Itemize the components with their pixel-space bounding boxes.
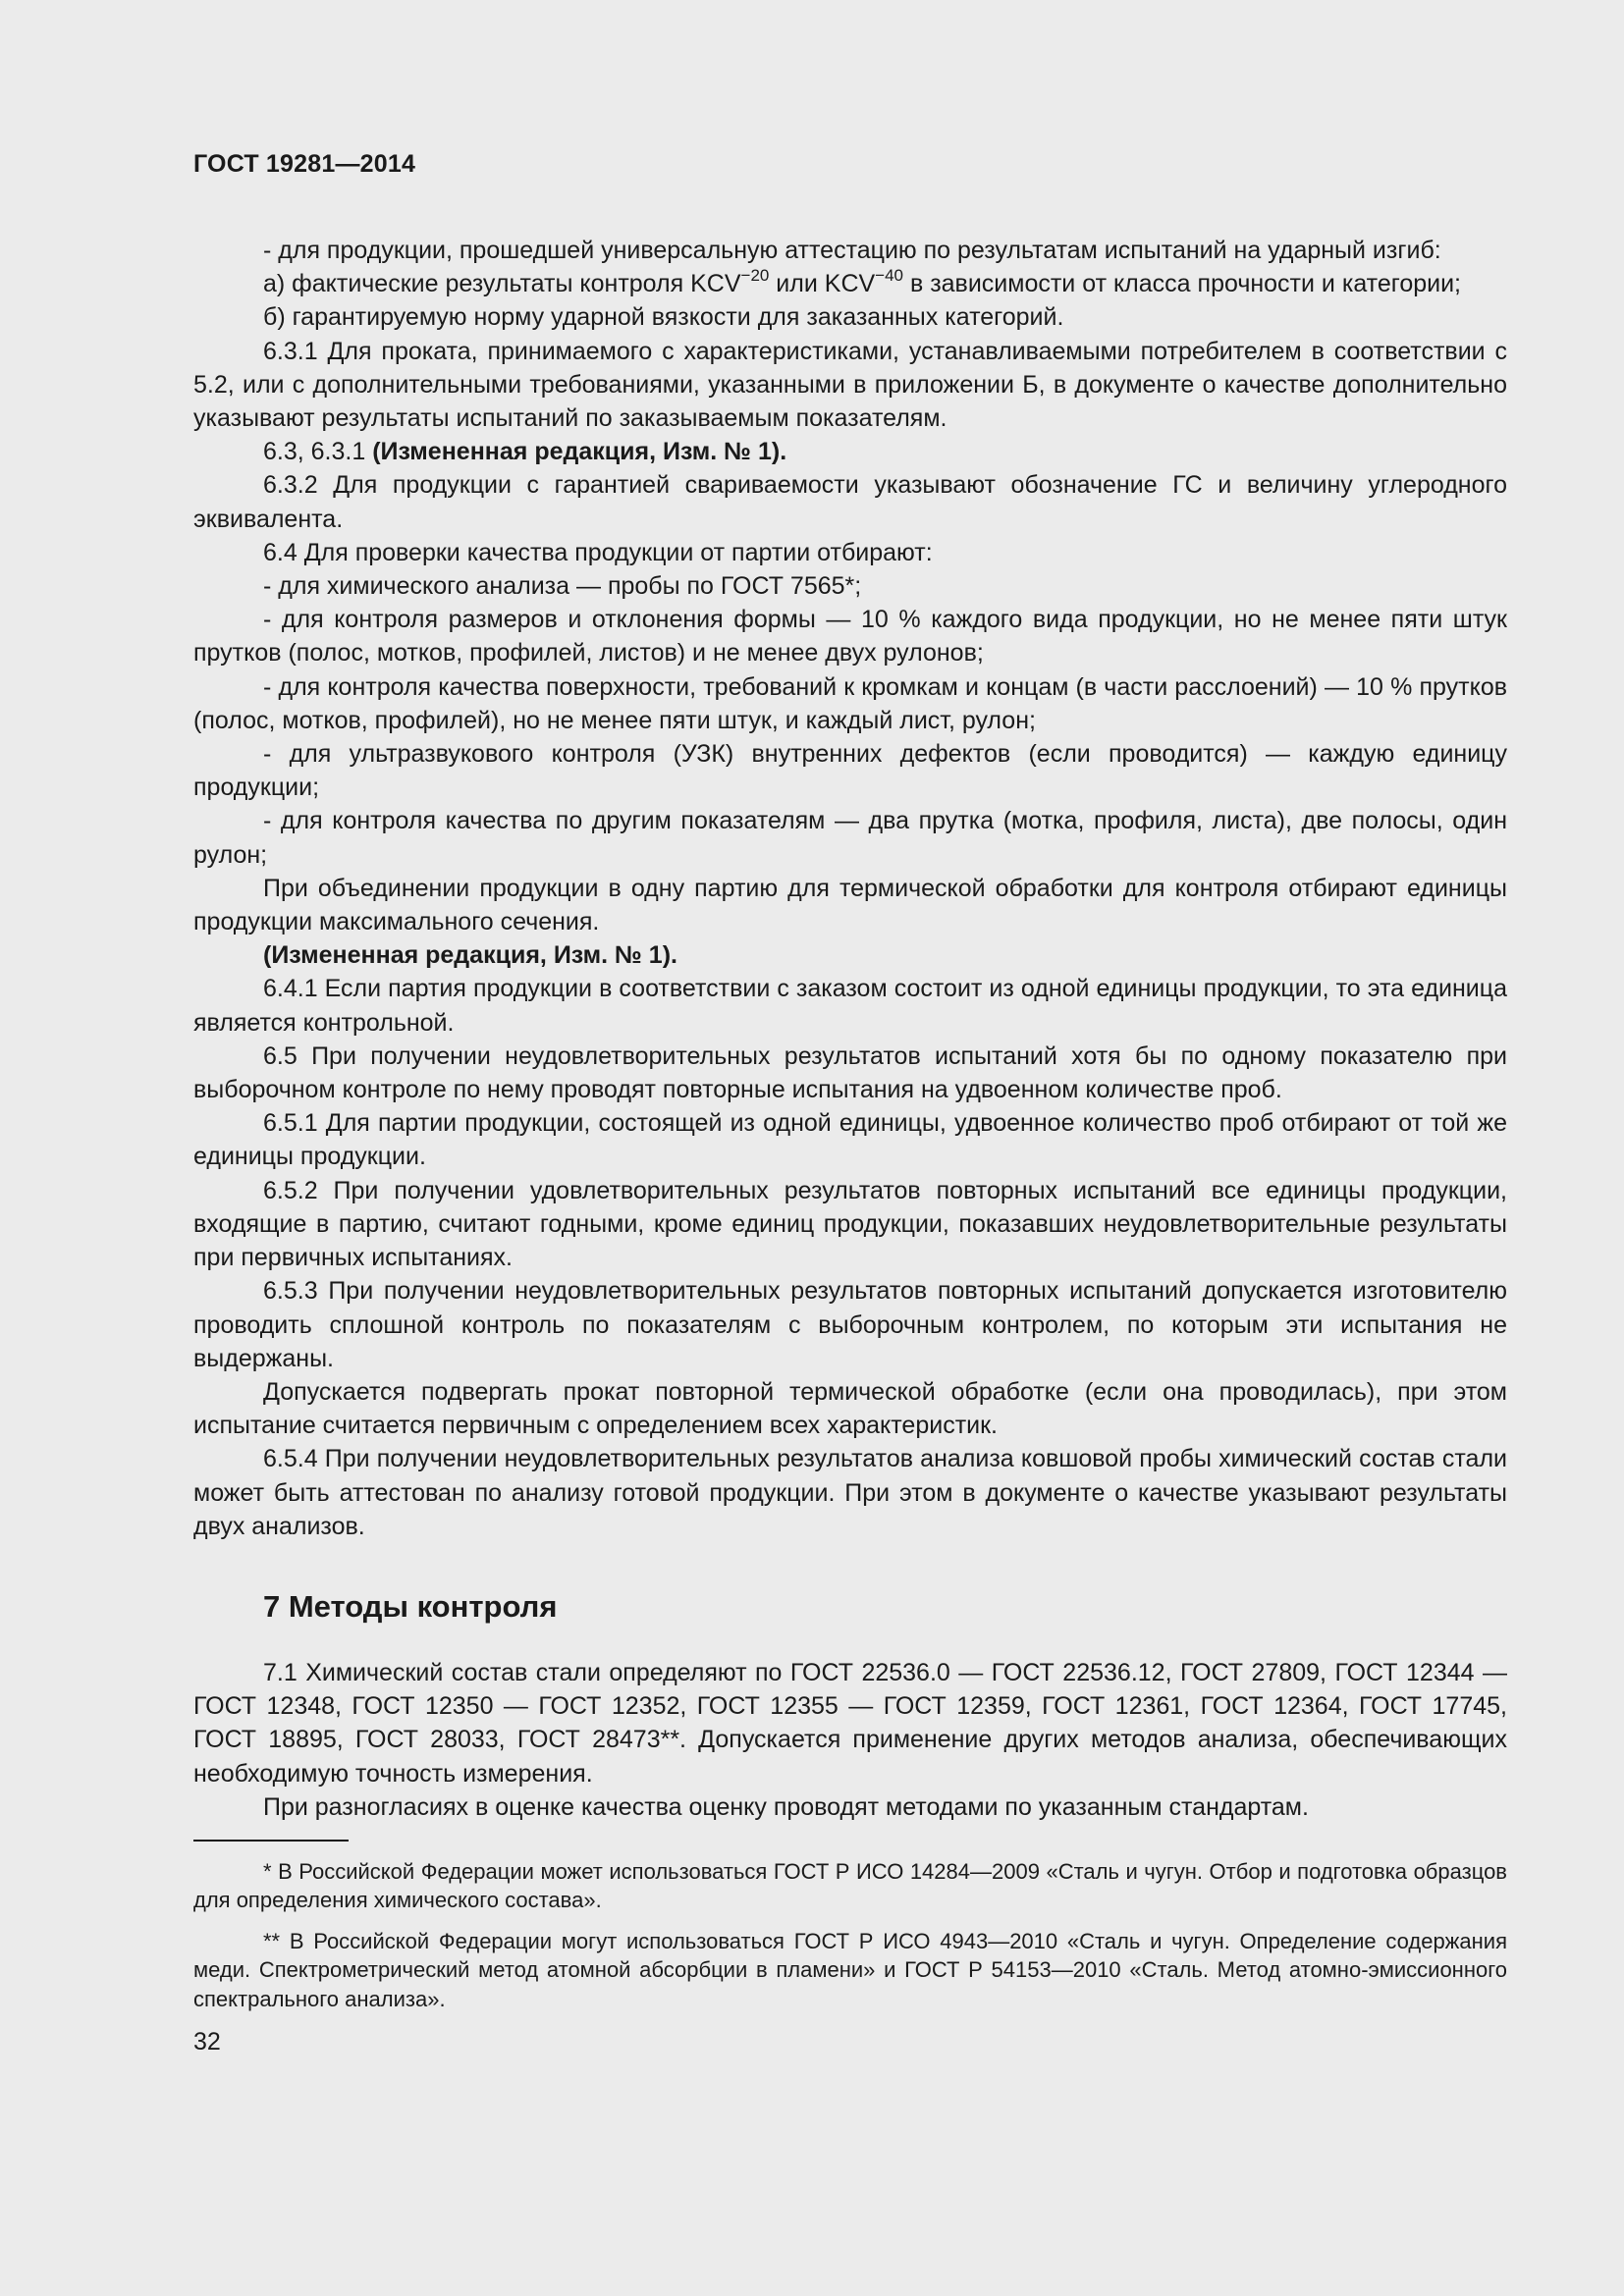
paragraph: Допускается подвергать прокат повторной термической обработке (если она проводилась), при этом испытание считается первичным с определением всех характеристик. xyxy=(193,1377,1507,1440)
paragraph: При разногласиях в оценке качества оценку проводят методами по указанным стандартам. xyxy=(263,1792,1309,1821)
paragraph: 6.4 Для проверки качества продукции от партии отбирают: xyxy=(263,538,933,566)
body-text xyxy=(193,234,1507,1543)
superscript: −20 xyxy=(740,265,770,285)
document-header: ГОСТ 19281—2014 xyxy=(193,150,416,178)
paragraph: 7.1 Химический состав стали определяют по ГОСТ 22536.0 — ГОСТ 22536.12, ГОСТ 27809, ГОСТ 12344 — ГОСТ 12348, ГОСТ 12350 — ГОСТ 12352, ГОСТ 12355 — ГОСТ 12359, ГОСТ 12361, ГОСТ 12364, ГОСТ 17745, ГОСТ 18895, ГОСТ 28033, ГОСТ 28473**. Допускается применение других методов анализа, обеспечивающих необходимую точность измерения. xyxy=(193,1658,1507,1788)
section-title: 7 Методы контроля xyxy=(263,1588,558,1624)
text-run: 6.3, 6.3.1 xyxy=(263,438,373,466)
list-item: - для контроля размеров и отклонения формы — 10 % каждого вида продукции, но не менее пяти штук прутков (полос, мотков, профилей, листов) и не менее двух рулонов; xyxy=(193,606,1507,667)
text-run: а) фактические результаты контроля KCV xyxy=(263,270,741,298)
amendment-note: (Измененная редакция, Изм. № 1). xyxy=(372,438,787,466)
paragraph: 6.5.1 Для партии продукции, состоящей из одной единицы, удвоенное количество проб отбирают от той же единицы продукции. xyxy=(193,1109,1507,1171)
paragraph xyxy=(193,267,1507,300)
section-body xyxy=(193,1656,1507,1824)
list-item: - для контроля качества поверхности, требований к кромкам и концам (в части расслоений) — 10 % прутков (полос, мотков, профилей), но не менее пяти штук, и каждый лист, рулон; xyxy=(193,672,1507,734)
paragraph: 6.5.2 При получении удовлетворительных результатов повторных испытаний все единицы продукции, входящие в партию, считают годными, кроме единиц продукции, показавших неудовлетворительные результаты при первичных испытаниях. xyxy=(193,1176,1507,1272)
paragraph: 6.3.2 Для продукции с гарантией свариваемости указывают обозначение ГС и величину углеродного эквивалента. xyxy=(193,471,1507,533)
paragraph: При объединении продукции в одну партию для термической обработки для контроля отбирают единицы продукции максимального сечения. xyxy=(193,874,1507,936)
footnote-divider xyxy=(193,1840,349,1842)
footnote: * В Российской Федерации может использоваться ГОСТ Р ИСО 14284—2009 «Сталь и чугун. Отбор и подготовка образцов для определения химического состава». xyxy=(193,1858,1507,1913)
page-number: 32 xyxy=(193,2028,221,2056)
superscript: −40 xyxy=(875,265,904,285)
footnote: ** В Российской Федерации могут использоваться ГОСТ Р ИСО 4943—2010 «Сталь и чугун. Определение содержания меди. Спектрометрический метод атомной абсорбции в пламени» и ГОСТ Р 54153—2010 «Сталь. Метод атомно-эмиссионного спектрального анализа». xyxy=(193,1928,1507,2011)
paragraph: 6.5.4 При получении неудовлетворительных результатов анализа ковшовой пробы химический состав стали может быть аттестован по анализу готовой продукции. При этом в документе о качестве указывают результаты двух анализов. xyxy=(193,1445,1507,1540)
paragraph: 6.3.1 Для проката, принимаемого с характеристиками, устанавливаемыми потребителем в соответствии с 5.2, или с дополнительными требованиями, указанными в приложении Б, в документе о качестве дополнительно указывают результаты испытаний по заказываемым показателям. xyxy=(193,337,1507,433)
list-item: - для химического анализа — пробы по ГОСТ 7565*; xyxy=(263,572,862,601)
paragraph: - для продукции, прошедшей универсальную аттестацию по результатам испытаний на ударный изгиб: xyxy=(263,237,1441,264)
amendment-note: (Измененная редакция, Изм. № 1). xyxy=(263,941,677,970)
list-item: - для ультразвукового контроля (УЗК) внутренних дефектов (если проводится) — каждую единицу продукции; xyxy=(193,740,1507,802)
paragraph: 6.5.3 При получении неудовлетворительных результатов повторных испытаний допускается изготовителю проводить сплошной контроль по показателям с выборочным контролем, по которым эти испытания не выдержаны. xyxy=(193,1277,1507,1372)
footnotes xyxy=(193,1857,1507,2014)
paragraph: 6.5 При получении неудовлетворительных результатов испытаний хотя бы по одному показателю при выборочном контроле по нему проводят повторные испытания на удвоенном количестве проб. xyxy=(193,1041,1507,1104)
paragraph: 6.4.1 Если партия продукции в соответствии с заказом состоит из одной единицы продукции, то эта единица является контрольной. xyxy=(193,975,1507,1037)
document-page xyxy=(193,147,1507,2058)
text-run: или KCV xyxy=(769,270,876,298)
list-item: - для контроля качества по другим показателям — два прутка (мотка, профиля, листа), две полосы, один рулон; xyxy=(193,807,1507,869)
text-run: в зависимости от класса прочности и категории; xyxy=(903,270,1461,298)
paragraph xyxy=(193,435,1507,468)
paragraph: б) гарантируемую норму ударной вязкости для заказанных категорий. xyxy=(263,303,1064,332)
